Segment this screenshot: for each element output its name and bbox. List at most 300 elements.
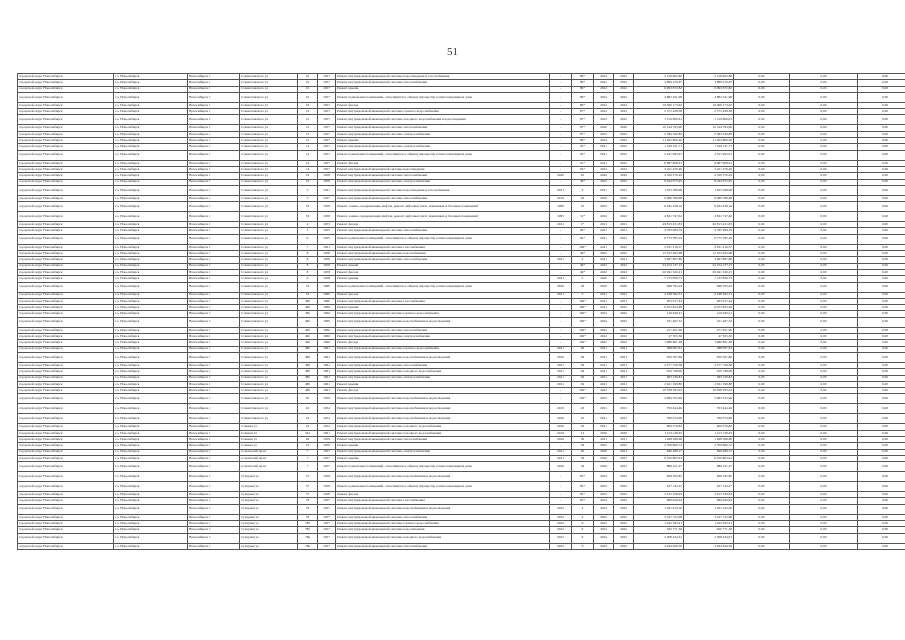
cell-settlement: г.о. Новосибирск: [114, 352, 188, 362]
cell-z2: 0,00: [790, 185, 858, 195]
cell-cost: 16 560 173,62: [634, 102, 684, 108]
cell-from: -: [550, 138, 572, 144]
cell-cost: 126 640,21: [634, 311, 684, 317]
cell-total: 6 072 823,48: [684, 305, 734, 311]
cell-district: городской округ Новосибирск: [18, 228, 114, 234]
cell-period: 89*: [572, 86, 594, 92]
cell-year: 1959: [318, 394, 336, 404]
table-row: [18, 533, 905, 543]
cell-house: 7: [298, 455, 318, 461]
cell-street: Станиславского ул: [240, 102, 298, 108]
cell-settlement: г.о. Новосибирск: [114, 533, 188, 543]
cell-period: 36: [572, 462, 594, 472]
cell-period: 89*: [572, 138, 594, 144]
cell-street: Станиславского ул: [240, 346, 298, 352]
cell-z3: 0,00: [858, 144, 905, 150]
cell-house: 46б: [298, 340, 318, 346]
table-body: [18, 74, 905, 550]
cell-z2: 0,00: [790, 533, 858, 543]
cell-street: Станкая ул: [240, 443, 298, 449]
cell-z1: 0,00: [734, 362, 790, 368]
cell-y1: 2021: [594, 234, 614, 244]
cell-z1: 0,00: [734, 222, 790, 228]
cell-work: Ремонт подвальных помещений, относящихся к общему имуществу в многоквартирном доме: [336, 92, 550, 102]
cell-street: Станиславского ул: [240, 414, 298, 424]
cell-period: 160*: [572, 340, 594, 346]
cell-year: 1958: [318, 492, 336, 498]
cell-year: 1958: [318, 202, 336, 212]
cell-z1: 0,00: [734, 352, 790, 362]
cell-y2: 2022: [614, 212, 634, 222]
cell-y1: 2022: [594, 472, 614, 482]
cell-work: Ремонт фасада: [336, 340, 550, 346]
cell-z1: 0,00: [734, 498, 790, 504]
table-row: [18, 212, 905, 222]
cell-district: городской округ Новосибирск: [18, 125, 114, 131]
cell-house: 10: [298, 92, 318, 102]
cell-settlement: г.о. Новосибирск: [114, 381, 188, 387]
cell-period: 13: [572, 430, 594, 436]
cell-district: городской округ Новосибирск: [18, 179, 114, 185]
cell-cost: 1 498 568,60: [634, 436, 684, 442]
cell-year: 1957: [318, 102, 336, 108]
cell-work: Ремонт, замена, модернизация лифтов, ремонт лифтовых шахт, машинных и блочных помещений: [336, 212, 550, 222]
cell-settlement: г.о. Новосибирск: [114, 173, 188, 179]
cell-cost: 846 489,17: [634, 449, 684, 455]
cell-year: 1957: [318, 504, 336, 514]
cell-period: 166*: [572, 244, 594, 250]
cell-total: 1 980 861,28: [684, 340, 734, 346]
cell-period: 85*: [572, 498, 594, 504]
cell-street: Станиславского ул: [240, 86, 298, 92]
cell-total: 4 882 341,98: [684, 92, 734, 102]
cell-city: Новосибирск г: [188, 346, 240, 352]
cell-city: Новосибирск г: [188, 404, 240, 414]
cell-settlement: г.о. Новосибирск: [114, 455, 188, 461]
cell-from: 2022: [550, 543, 572, 549]
cell-street: Станиславского ул: [240, 388, 298, 394]
cell-z2: 0,00: [790, 150, 858, 160]
cell-from: -: [550, 150, 572, 160]
cell-z1: 0,00: [734, 269, 790, 275]
cell-y1: 2021: [594, 305, 614, 311]
table-row: [18, 472, 905, 482]
cell-z3: 0,00: [858, 533, 905, 543]
cell-z3: 0,00: [858, 462, 905, 472]
cell-from: 2021: [550, 346, 572, 352]
cell-cost: 4 785 984,79: [634, 228, 684, 234]
cell-y2: 2021: [614, 222, 634, 228]
cell-cost: 1 319 809,61: [634, 115, 684, 125]
cell-house: 12: [298, 131, 318, 137]
cell-z2: 0,00: [790, 311, 858, 317]
cell-total: 1 319 809,61: [684, 115, 734, 125]
cell-house: 78б: [298, 527, 318, 533]
cell-city: Новосибирск г: [188, 375, 240, 381]
cell-house: 7: [298, 449, 318, 455]
cell-cost: 3 044 626,39: [634, 543, 684, 549]
cell-total: 7 135 856,73: [684, 276, 734, 282]
cell-work: Ремонт фасада: [336, 269, 550, 275]
cell-total: 161 467,52: [684, 317, 734, 327]
cell-house: 10: [298, 74, 318, 80]
cell-settlement: г.о. Новосибирск: [114, 462, 188, 472]
cell-from: -: [550, 244, 572, 250]
cell-z1: 0,00: [734, 482, 790, 492]
cell-z1: 0,00: [734, 125, 790, 131]
cell-y2: 2022: [614, 334, 634, 340]
table-row: [18, 282, 905, 292]
cell-z1: 0,00: [734, 195, 790, 201]
cell-y1: 2022: [594, 443, 614, 449]
cell-total: 450 748,09: [684, 369, 734, 375]
cell-z2: 0,00: [790, 504, 858, 514]
cell-total: 2 277 756,38: [684, 362, 734, 368]
cell-z3: 0,00: [858, 166, 905, 172]
cell-settlement: г.о. Новосибирск: [114, 125, 188, 131]
cell-cost: 2 921 199,80: [634, 381, 684, 387]
cell-city: Новосибирск г: [188, 92, 240, 102]
cell-total: 2 921 199,80: [684, 381, 734, 387]
cell-from: -: [550, 327, 572, 333]
cell-z2: 0,00: [790, 414, 858, 424]
cell-from: 2021: [550, 222, 572, 228]
cell-city: Новосибирск г: [188, 327, 240, 333]
cell-z3: 0,00: [858, 131, 905, 137]
cell-total: 9 642 428,16: [684, 202, 734, 212]
cell-total: 9 086 598,98: [684, 195, 734, 201]
cell-y1: 2021: [594, 160, 614, 166]
cell-cost: 483 136,81: [634, 375, 684, 381]
cell-street: Сухарная ул: [240, 504, 298, 514]
cell-house: 3: [298, 185, 318, 195]
cell-total: 24 274 137,15: [684, 263, 734, 269]
cell-settlement: г.о. Новосибирск: [114, 86, 188, 92]
cell-y1: 2021: [594, 185, 614, 195]
cell-city: Новосибирск г: [188, 102, 240, 108]
cell-period: 26: [572, 195, 594, 201]
cell-cost: 780 074,06: [634, 414, 684, 424]
cell-from: 2021: [550, 375, 572, 381]
cell-work: Ремонт подвальных помещений, относящихся к общему имуществу в многоквартирном доме: [336, 282, 550, 292]
cell-y2: 2022: [614, 263, 634, 269]
cell-district: городской округ Новосибирск: [18, 404, 114, 414]
cell-z2: 0,00: [790, 160, 858, 166]
cell-city: Новосибирск г: [188, 498, 240, 504]
cell-house: 6: [298, 234, 318, 244]
cell-y2: 2022: [614, 482, 634, 492]
cell-period: 93*: [572, 144, 594, 150]
cell-z3: 0,00: [858, 443, 905, 449]
cell-year: 1957: [318, 109, 336, 115]
cell-settlement: г.о. Новосибирск: [114, 482, 188, 492]
cell-settlement: г.о. Новосибирск: [114, 115, 188, 125]
cell-cost: 1 931 232,50: [634, 504, 684, 514]
cell-z2: 0,00: [790, 173, 858, 179]
cell-y1: 2021: [594, 362, 614, 368]
cell-year: 1941: [318, 185, 336, 195]
cell-district: городской округ Новосибирск: [18, 369, 114, 375]
cell-district: городской округ Новосибирск: [18, 462, 114, 472]
cell-cost: 2 308 434,91: [634, 533, 684, 543]
cell-period: 92*: [572, 234, 594, 244]
cell-street: Станкая ул: [240, 436, 298, 442]
cell-district: городской округ Новосибирск: [18, 263, 114, 269]
cell-district: городской округ Новосибирск: [18, 234, 114, 244]
cell-z1: 0,00: [734, 202, 790, 212]
cell-year: 1953: [318, 222, 336, 228]
cell-total: 1 025 598,98: [684, 185, 734, 195]
cell-district: городской округ Новосибирск: [18, 74, 114, 80]
cell-y2: 2022: [614, 269, 634, 275]
cell-cost: 24 274 137,15: [634, 263, 684, 269]
cell-y1: 2020: [594, 455, 614, 461]
cell-street: Станиславского ул: [240, 222, 298, 228]
cell-from: -: [550, 317, 572, 327]
cell-total: 2 709 806,72: [684, 443, 734, 449]
cell-work: Ремонт внутридомовой инженерной системы электроснабжения: [336, 375, 550, 381]
cell-work: Ремонт внутридомовой инженерной системы водоотведения и газоснабжения: [336, 185, 550, 195]
cell-z3: 0,00: [858, 311, 905, 317]
cell-period: 40: [572, 449, 594, 455]
cell-work: Ремонт внутридомовой инженерной системы теплоснабжения: [336, 514, 550, 520]
cell-period: 36: [572, 436, 594, 442]
cell-total: 1 123 128,45: [684, 430, 734, 436]
cell-settlement: г.о. Новосибирск: [114, 334, 188, 340]
cell-z2: 0,00: [790, 222, 858, 228]
cell-period: 5: [572, 292, 594, 298]
cell-z1: 0,00: [734, 144, 790, 150]
cell-from: 2019: [550, 430, 572, 436]
cell-z2: 0,00: [790, 125, 858, 131]
cell-z2: 0,00: [790, 375, 858, 381]
cell-z2: 0,00: [790, 362, 858, 368]
cell-y1: 2022: [594, 179, 614, 185]
cell-y2: 2021: [614, 276, 634, 282]
cell-work: Ремонт внутридомовой инженерной системы горячего водоснабжения: [336, 346, 550, 352]
cell-z1: 0,00: [734, 462, 790, 472]
cell-city: Новосибирск г: [188, 514, 240, 520]
cell-z1: 0,00: [734, 424, 790, 430]
cell-total: 10 038 595,03: [684, 388, 734, 394]
cell-street: Станиславского ул: [240, 144, 298, 150]
cell-year: 1958: [318, 251, 336, 257]
cell-street: Станиславского ул: [240, 394, 298, 404]
cell-total: 263 917,44: [684, 298, 734, 304]
cell-z1: 0,00: [734, 150, 790, 160]
cell-cost: 6 775 785,19: [634, 234, 684, 244]
cell-district: городской округ Новосибирск: [18, 202, 114, 212]
cell-z1: 0,00: [734, 404, 790, 414]
cell-work: Ремонт, замена, модернизация лифтов, ремонт лифтовых шахт, машинных и блочных помещений: [336, 202, 550, 212]
cell-cost: 620 771,36: [634, 527, 684, 533]
cell-y2: 2022: [614, 86, 634, 92]
cell-z1: 0,00: [734, 179, 790, 185]
cell-total: 2 158 602,86: [684, 74, 734, 80]
cell-work: Ремонт внутридомовой инженерной системы водоснабжения и водоотведения: [336, 352, 550, 362]
cell-year: 1957: [318, 449, 336, 455]
cell-district: городской округ Новосибирск: [18, 276, 114, 282]
cell-city: Новосибирск г: [188, 282, 240, 292]
cell-street: Сухарная ул: [240, 482, 298, 492]
cell-y2: 2021: [614, 369, 634, 375]
cell-z3: 0,00: [858, 269, 905, 275]
cell-district: городской округ Новосибирск: [18, 414, 114, 424]
cell-house: 12: [298, 125, 318, 131]
cell-z1: 0,00: [734, 375, 790, 381]
cell-work: Ремонт крыши: [336, 276, 550, 282]
cell-house: 19: [298, 179, 318, 185]
cell-district: городской округ Новосибирск: [18, 498, 114, 504]
table-row: [18, 543, 905, 549]
cell-z3: 0,00: [858, 80, 905, 86]
cell-y1: 2022: [594, 527, 614, 533]
cell-from: 2020: [550, 352, 572, 362]
cell-z3: 0,00: [858, 455, 905, 461]
cell-y1: 2020: [594, 276, 614, 282]
cell-total: 780 074,06: [684, 414, 734, 424]
cell-settlement: г.о. Новосибирск: [114, 375, 188, 381]
cell-y2: 2022: [614, 443, 634, 449]
cell-street: Строителей пр-кт: [240, 449, 298, 455]
cell-period: 160*: [572, 311, 594, 317]
cell-district: городской округ Новосибирск: [18, 150, 114, 160]
cell-total: 8 044 975,95: [684, 179, 734, 185]
cell-total: 3 044 626,39: [684, 543, 734, 549]
cell-y1: 2022: [594, 86, 614, 92]
cell-from: 2022: [550, 514, 572, 520]
cell-year: 1957: [318, 533, 336, 543]
cell-year: 1957: [318, 92, 336, 102]
cell-cost: 889 411,27: [634, 462, 684, 472]
cell-settlement: г.о. Новосибирск: [114, 340, 188, 346]
cell-house: 43: [298, 424, 318, 430]
cell-total: 126 640,21: [684, 311, 734, 317]
cell-z1: 0,00: [734, 292, 790, 298]
cell-city: Новосибирск г: [188, 74, 240, 80]
cell-work: Ремонт внутридомовой инженерной системы водоснабжения и водоотведения: [336, 414, 550, 424]
cell-from: -: [550, 160, 572, 166]
cell-z2: 0,00: [790, 202, 858, 212]
cell-z2: 0,00: [790, 92, 858, 102]
cell-district: городской округ Новосибирск: [18, 80, 114, 86]
cell-y2: 2021: [614, 375, 634, 381]
cell-house: 48б: [298, 346, 318, 352]
cell-year: 1961: [318, 388, 336, 394]
cell-z2: 0,00: [790, 257, 858, 263]
cell-total: 2 915 336,94: [684, 492, 734, 498]
cell-city: Новосибирск г: [188, 352, 240, 362]
cell-z2: 0,00: [790, 282, 858, 292]
cell-from: -: [550, 311, 572, 317]
cell-work: Ремонт внутридомовой инженерной системы теплоснабжения: [336, 543, 550, 549]
cell-y1: 2022: [594, 498, 614, 504]
cell-street: Станиславского ул: [240, 160, 298, 166]
cell-street: Станиславского ул: [240, 282, 298, 292]
cell-house: 16: [298, 282, 318, 292]
cell-house: 37: [298, 492, 318, 498]
cell-district: городской округ Новосибирск: [18, 311, 114, 317]
cell-z1: 0,00: [734, 430, 790, 436]
cell-house: 10: [298, 102, 318, 108]
cell-period: 25: [572, 414, 594, 424]
cell-y2: 2022: [614, 498, 634, 504]
cell-period: 49: [572, 352, 594, 362]
cell-period: 49*: [572, 269, 594, 275]
cell-city: Новосибирск г: [188, 436, 240, 442]
cell-from: -: [550, 228, 572, 234]
cell-z2: 0,00: [790, 131, 858, 137]
cell-z2: 0,00: [790, 212, 858, 222]
cell-house: 12: [298, 138, 318, 144]
cell-z2: 0,00: [790, 276, 858, 282]
cell-street: Станиславского ул: [240, 125, 298, 131]
cell-z2: 0,00: [790, 138, 858, 144]
cell-z1: 0,00: [734, 317, 790, 327]
cell-cost: 3 899 276,67: [634, 80, 684, 86]
cell-from: 2019: [550, 195, 572, 201]
cell-city: Новосибирск г: [188, 125, 240, 131]
cell-settlement: г.о. Новосибирск: [114, 166, 188, 172]
cell-period: 89*: [572, 102, 594, 108]
cell-z2: 0,00: [790, 482, 858, 492]
cell-z3: 0,00: [858, 150, 905, 160]
cell-z3: 0,00: [858, 202, 905, 212]
cell-z1: 0,00: [734, 492, 790, 498]
cell-settlement: г.о. Новосибирск: [114, 222, 188, 228]
cell-cost: 4 520 370,24: [634, 173, 684, 179]
cell-total: 6 100 803,91: [684, 455, 734, 461]
cell-period: 160*: [572, 317, 594, 327]
cell-z3: 0,00: [858, 305, 905, 311]
cell-house: 14: [298, 166, 318, 172]
cell-cost: 3 347 722,98: [634, 514, 684, 520]
table-row: [18, 414, 905, 424]
cell-from: 2020: [550, 424, 572, 430]
cell-city: Новосибирск г: [188, 414, 240, 424]
cell-z2: 0,00: [790, 527, 858, 533]
cell-house: 78: [298, 514, 318, 520]
cell-year: 1957: [318, 462, 336, 472]
cell-z3: 0,00: [858, 115, 905, 125]
cell-z3: 0,00: [858, 472, 905, 482]
cell-settlement: г.о. Новосибирск: [114, 472, 188, 482]
cell-district: городской округ Новосибирск: [18, 514, 114, 520]
cell-z2: 0,00: [790, 102, 858, 108]
cell-y2: 2020: [614, 173, 634, 179]
cell-work: Ремонт внутридомовой инженерной системы горячего водоснабжения: [336, 311, 550, 317]
cell-y2: 2022: [614, 317, 634, 327]
cell-house: 48б: [298, 369, 318, 375]
cell-cost: 9 642 428,16: [634, 202, 684, 212]
cell-city: Новосибирск г: [188, 244, 240, 250]
page-number: 51: [447, 46, 458, 58]
cell-cost: 450 748,09: [634, 369, 684, 375]
table-row: [18, 202, 905, 212]
cell-year: 1958: [318, 482, 336, 492]
cell-y2: 2020: [614, 430, 634, 436]
cell-y2: 2021: [614, 462, 634, 472]
cell-z1: 0,00: [734, 455, 790, 461]
cell-work: Ремонт внутридомовой инженерной системы холодного водоснабжения и водоотведения: [336, 115, 550, 125]
cell-total: 1 931 232,50: [684, 504, 734, 514]
cell-settlement: г.о. Новосибирск: [114, 282, 188, 292]
cell-from: -: [550, 144, 572, 150]
cell-street: Станиславского ул: [240, 327, 298, 333]
cell-z3: 0,00: [858, 414, 905, 424]
cell-from: 2021: [550, 185, 572, 195]
cell-city: Новосибирск г: [188, 166, 240, 172]
